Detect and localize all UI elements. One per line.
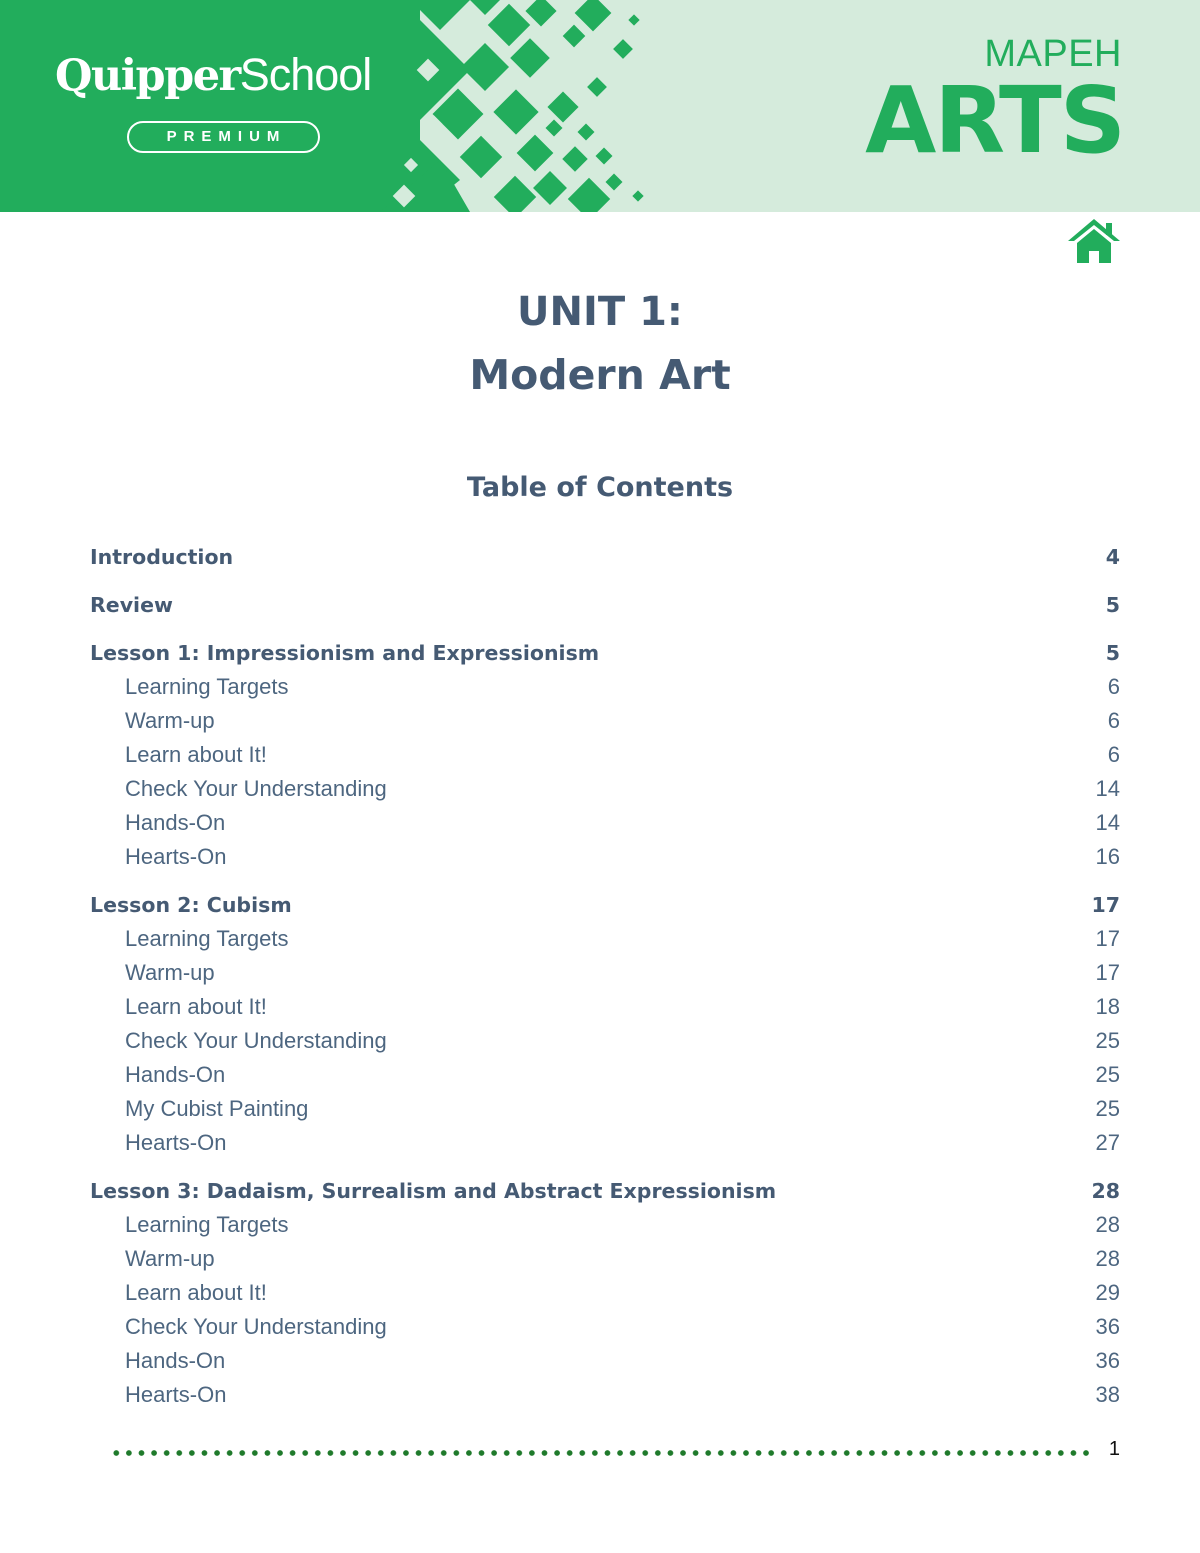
toc-lesson-entry[interactable] <box>90 540 1120 574</box>
table-of-contents <box>90 540 1120 1412</box>
toc-lesson-entry[interactable] <box>90 588 1120 622</box>
toc-entry-label: Learning Targets <box>125 926 289 951</box>
toc-heading: Table of Contents <box>466 472 734 503</box>
premium-badge: PREMIUM <box>127 121 320 153</box>
toc-subentry[interactable] <box>90 1378 1120 1412</box>
page-number: 1 <box>1108 1438 1120 1460</box>
brand-name-quipper: Quipper <box>55 51 240 101</box>
home-icon[interactable] <box>1068 217 1120 265</box>
toc-entry-page: 18 <box>1095 994 1120 1019</box>
toc-entry-label: Review <box>90 593 173 617</box>
toc-subentry[interactable] <box>90 806 1120 840</box>
toc-entry-page: 17 <box>1095 960 1120 985</box>
toc-subentry[interactable] <box>90 922 1120 956</box>
toc-subentry[interactable] <box>90 1024 1120 1058</box>
page-footer <box>110 1438 1120 1462</box>
unit-title <box>0 286 1200 412</box>
toc-entry-label: Lesson 2: Cubism <box>90 893 292 917</box>
toc-entry-page: 5 <box>1105 641 1120 665</box>
toc-entry-label: Lesson 3: Dadaism, Surrealism and Abstract Expressionism <box>90 1179 777 1203</box>
toc-entry-label: Check Your Understanding <box>125 1028 387 1053</box>
toc-entry-page: 28 <box>1095 1246 1120 1271</box>
diamond-mosaic-decoration <box>0 0 700 212</box>
unit-name: Modern Art <box>469 351 731 399</box>
toc-entry-page: 28 <box>1091 1179 1120 1203</box>
unit-number: UNIT 1: <box>517 289 683 335</box>
toc-entry-page: 38 <box>1095 1382 1120 1407</box>
toc-entry-page: 5 <box>1105 593 1120 617</box>
toc-entry-label: Learning Targets <box>125 1212 289 1237</box>
brand-name-school: School <box>239 49 372 100</box>
toc-entry-label: Hearts-On <box>125 844 227 869</box>
toc-lesson-entry[interactable] <box>90 888 1120 922</box>
toc-entry-page: 14 <box>1095 810 1120 835</box>
toc-entry-label: Warm-up <box>125 1246 215 1271</box>
toc-entry-page: 6 <box>1107 742 1120 767</box>
toc-entry-label: Learning Targets <box>125 674 289 699</box>
toc-entry-label: Hands-On <box>125 1348 226 1373</box>
toc-entry-page: 25 <box>1095 1096 1120 1121</box>
toc-entry-label: Learn about It! <box>125 1280 267 1305</box>
toc-entry-page: 29 <box>1095 1280 1120 1305</box>
toc-entry-label: Lesson 1: Impressionism and Expressionism <box>90 641 600 665</box>
toc-subentry[interactable] <box>90 738 1120 772</box>
toc-entry-page: 14 <box>1095 776 1120 801</box>
toc-subentry[interactable] <box>90 840 1120 874</box>
toc-entry-page: 28 <box>1095 1212 1120 1237</box>
toc-entry-page: 17 <box>1091 893 1120 917</box>
toc-entry-page: 27 <box>1095 1130 1120 1155</box>
toc-entry-page: 6 <box>1107 708 1120 733</box>
toc-lesson-entry[interactable] <box>90 1174 1120 1208</box>
subject-area-label: MAPEH <box>984 33 1122 75</box>
toc-entry-label: Hands-On <box>125 1062 226 1087</box>
toc-subentry[interactable] <box>90 1344 1120 1378</box>
toc-entry-page: 25 <box>1095 1028 1120 1053</box>
dotted-rule <box>110 1450 1095 1456</box>
toc-entry-page: 17 <box>1095 926 1120 951</box>
toc-entry-label: Learn about It! <box>125 994 267 1019</box>
toc-entry-label: Warm-up <box>125 960 215 985</box>
toc-entry-label: Check Your Understanding <box>125 1314 387 1339</box>
toc-entry-page: 25 <box>1095 1062 1120 1087</box>
toc-lesson-entry[interactable] <box>90 636 1120 670</box>
toc-subentry[interactable] <box>90 1092 1120 1126</box>
toc-subentry[interactable] <box>90 1310 1120 1344</box>
toc-subentry[interactable] <box>90 1242 1120 1276</box>
toc-entry-label: Introduction <box>90 545 234 569</box>
toc-subentry[interactable] <box>90 1208 1120 1242</box>
toc-entry-label: Hearts-On <box>125 1382 227 1407</box>
toc-entry-label: Hands-On <box>125 810 226 835</box>
toc-subentry[interactable] <box>90 670 1120 704</box>
toc-subentry[interactable] <box>90 1276 1120 1310</box>
toc-subentry[interactable] <box>90 1126 1120 1160</box>
toc-entry-page: 6 <box>1107 674 1120 699</box>
toc-entry-page: 36 <box>1095 1314 1120 1339</box>
toc-subentry[interactable] <box>90 704 1120 738</box>
brand-logo <box>55 49 372 101</box>
toc-subentry[interactable] <box>90 1058 1120 1092</box>
header-banner <box>0 0 1200 212</box>
toc-entry-page: 4 <box>1105 545 1120 569</box>
toc-entry-label: Warm-up <box>125 708 215 733</box>
toc-entry-label: My Cubist Painting <box>125 1096 309 1121</box>
toc-subentry[interactable] <box>90 772 1120 806</box>
toc-entry-page: 36 <box>1095 1348 1120 1373</box>
toc-subentry[interactable] <box>90 990 1120 1024</box>
toc-entry-label: Hearts-On <box>125 1130 227 1155</box>
toc-subentry[interactable] <box>90 956 1120 990</box>
toc-entry-label: Check Your Understanding <box>125 776 387 801</box>
toc-entry-page: 16 <box>1095 844 1120 869</box>
subject-title: ARTS <box>865 67 1124 174</box>
toc-entry-label: Learn about It! <box>125 742 267 767</box>
